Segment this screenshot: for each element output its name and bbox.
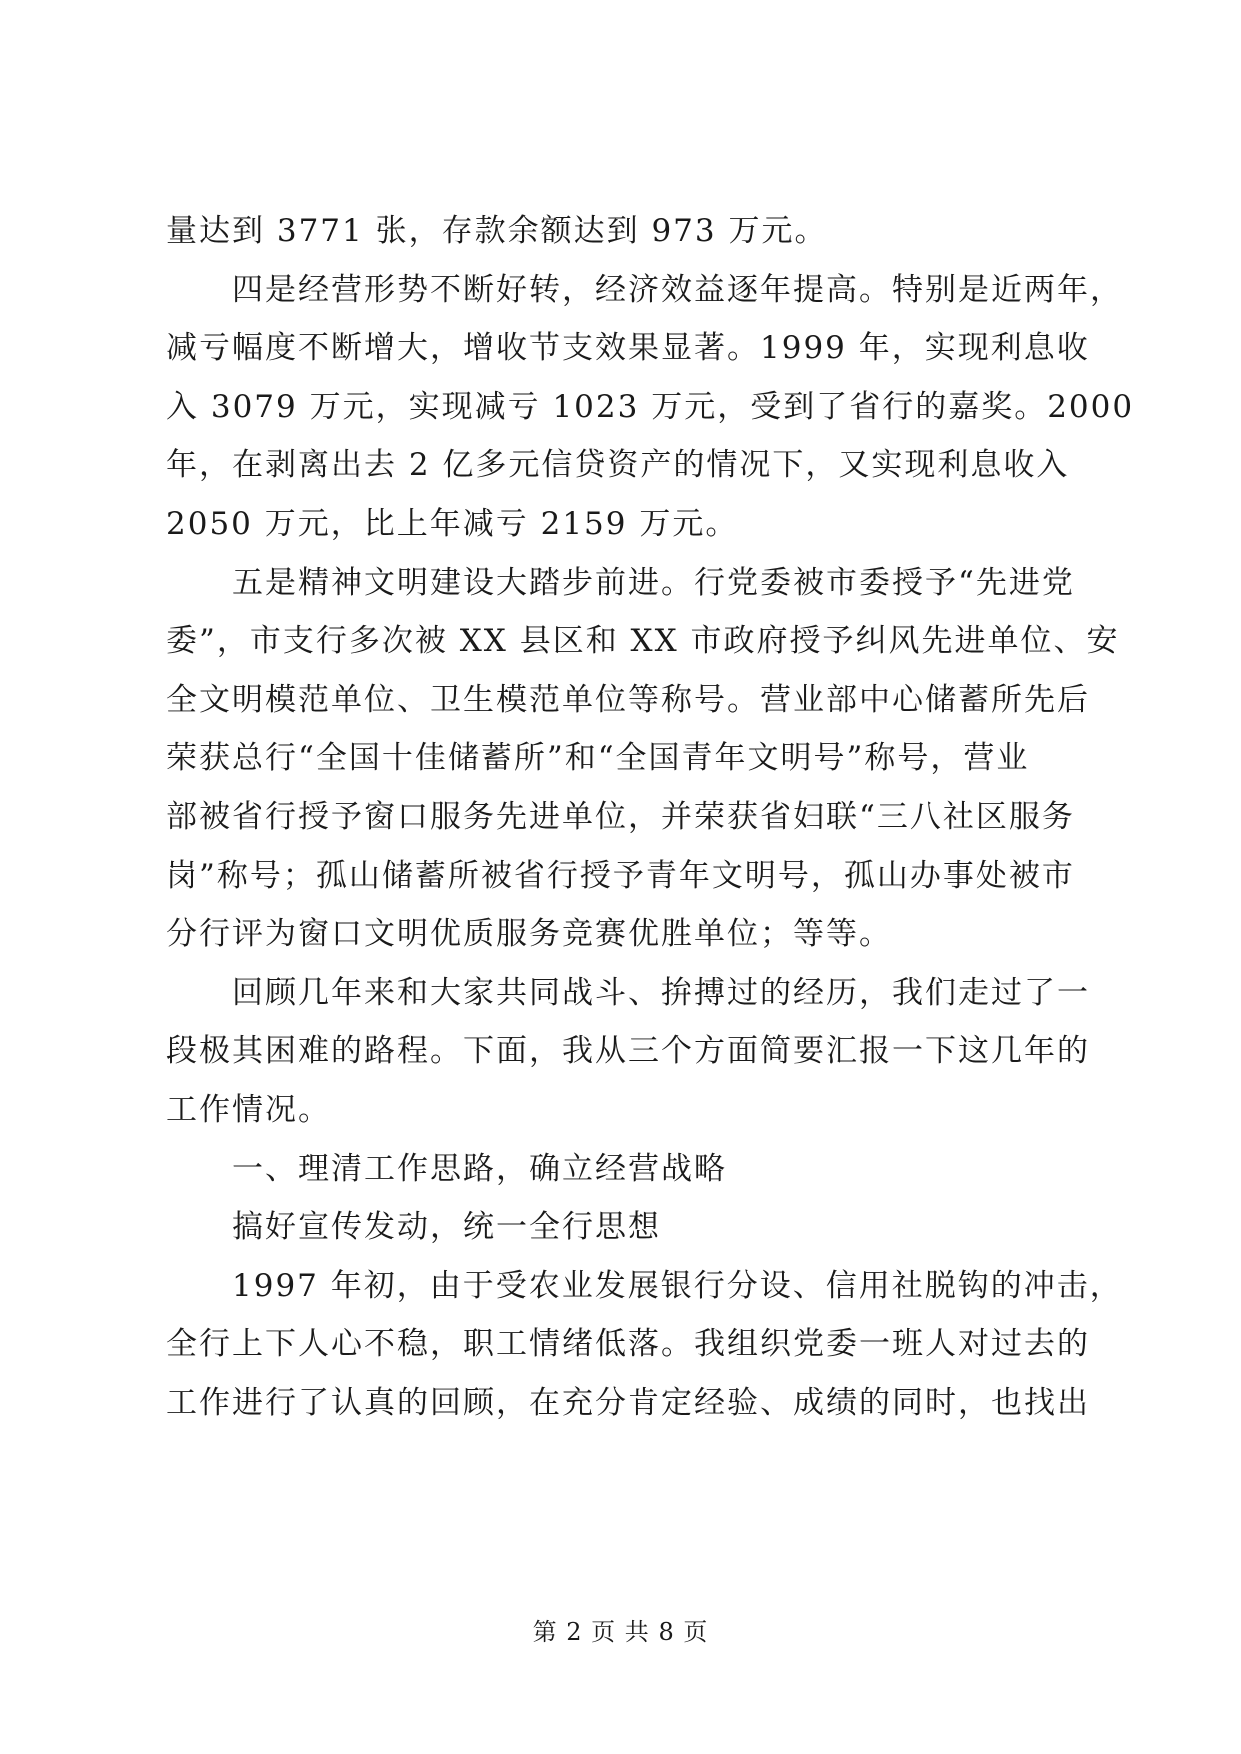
text-line: 段极其困难的路程。下面，我从三个方面简要汇报一下这几年的: [166, 1033, 1090, 1070]
text-line: 减亏幅度不断增大，增收节支效果显著。1999 年，实现利息收: [166, 330, 1090, 367]
document-body: [166, 202, 1135, 1432]
text-line: 搞好宣传发动，统一全行思想: [232, 1209, 661, 1246]
text-line: 工作情况。: [166, 1091, 331, 1128]
subsection-heading: [166, 1198, 1078, 1257]
text-line: 一、理清工作思路，确立经营战略: [232, 1150, 727, 1187]
page-number: 第 2 页 共 8 页: [532, 1618, 709, 1646]
paragraph: [166, 964, 1090, 1140]
text-line: 1997 年初，由于受农业发展银行分设、信用社脱钩的冲击，: [232, 1267, 1123, 1304]
text-line: 量达到 3771 张，存款余额达到 973 万元。: [166, 213, 828, 249]
paragraph: [166, 202, 1078, 261]
text-line: 入 3079 万元，实现减亏 1023 万元，受到了省行的嘉奖。2000: [166, 388, 1135, 425]
text-line: 岗”称号；孤山储蓄所被省行授予青年文明号，孤山办事处被市: [166, 857, 1075, 894]
paragraph: [166, 1257, 1123, 1433]
text-line: 2050 万元，比上年减亏 2159 万元。: [166, 505, 739, 542]
text-line: 回顾几年来和大家共同战斗、拚搏过的经历，我们走过了一: [232, 974, 1090, 1011]
paragraph: [166, 554, 1120, 964]
text-line: 五是精神文明建设大踏步前进。行党委被市委授予“先进党: [232, 564, 1075, 601]
text-line: 全行上下人心不稳，职工情绪低落。我组织党委一班人对过去的: [166, 1326, 1090, 1363]
page-footer: [0, 1612, 1241, 1647]
text-line: 年，在剥离出去 2 亿多元信贷资产的情况下，又实现利息收入: [166, 447, 1070, 484]
section-heading: [166, 1140, 1078, 1199]
text-line: 荣获总行“全国十佳储蓄所”和“全国青年文明号”称号，营业: [166, 740, 1030, 777]
text-line: 分行评为窗口文明优质服务竞赛优胜单位；等等。: [166, 916, 892, 953]
paragraph: [166, 261, 1135, 554]
text-line: 部被省行授予窗口服务先进单位，并荣获省妇联“三八社区服务: [166, 798, 1075, 835]
text-line: 工作进行了认真的回顾，在充分肯定经验、成绩的同时，也找出: [166, 1384, 1090, 1421]
text-line: 四是经营形势不断好转，经济效益逐年提高。特别是近两年，: [232, 271, 1123, 308]
text-line: 全文明模范单位、卫生模范单位等称号。营业部中心储蓄所先后: [166, 681, 1090, 718]
text-line: 委”，市支行多次被 XX 县区和 XX 市政府授予纠风先进单位、安: [166, 623, 1120, 660]
